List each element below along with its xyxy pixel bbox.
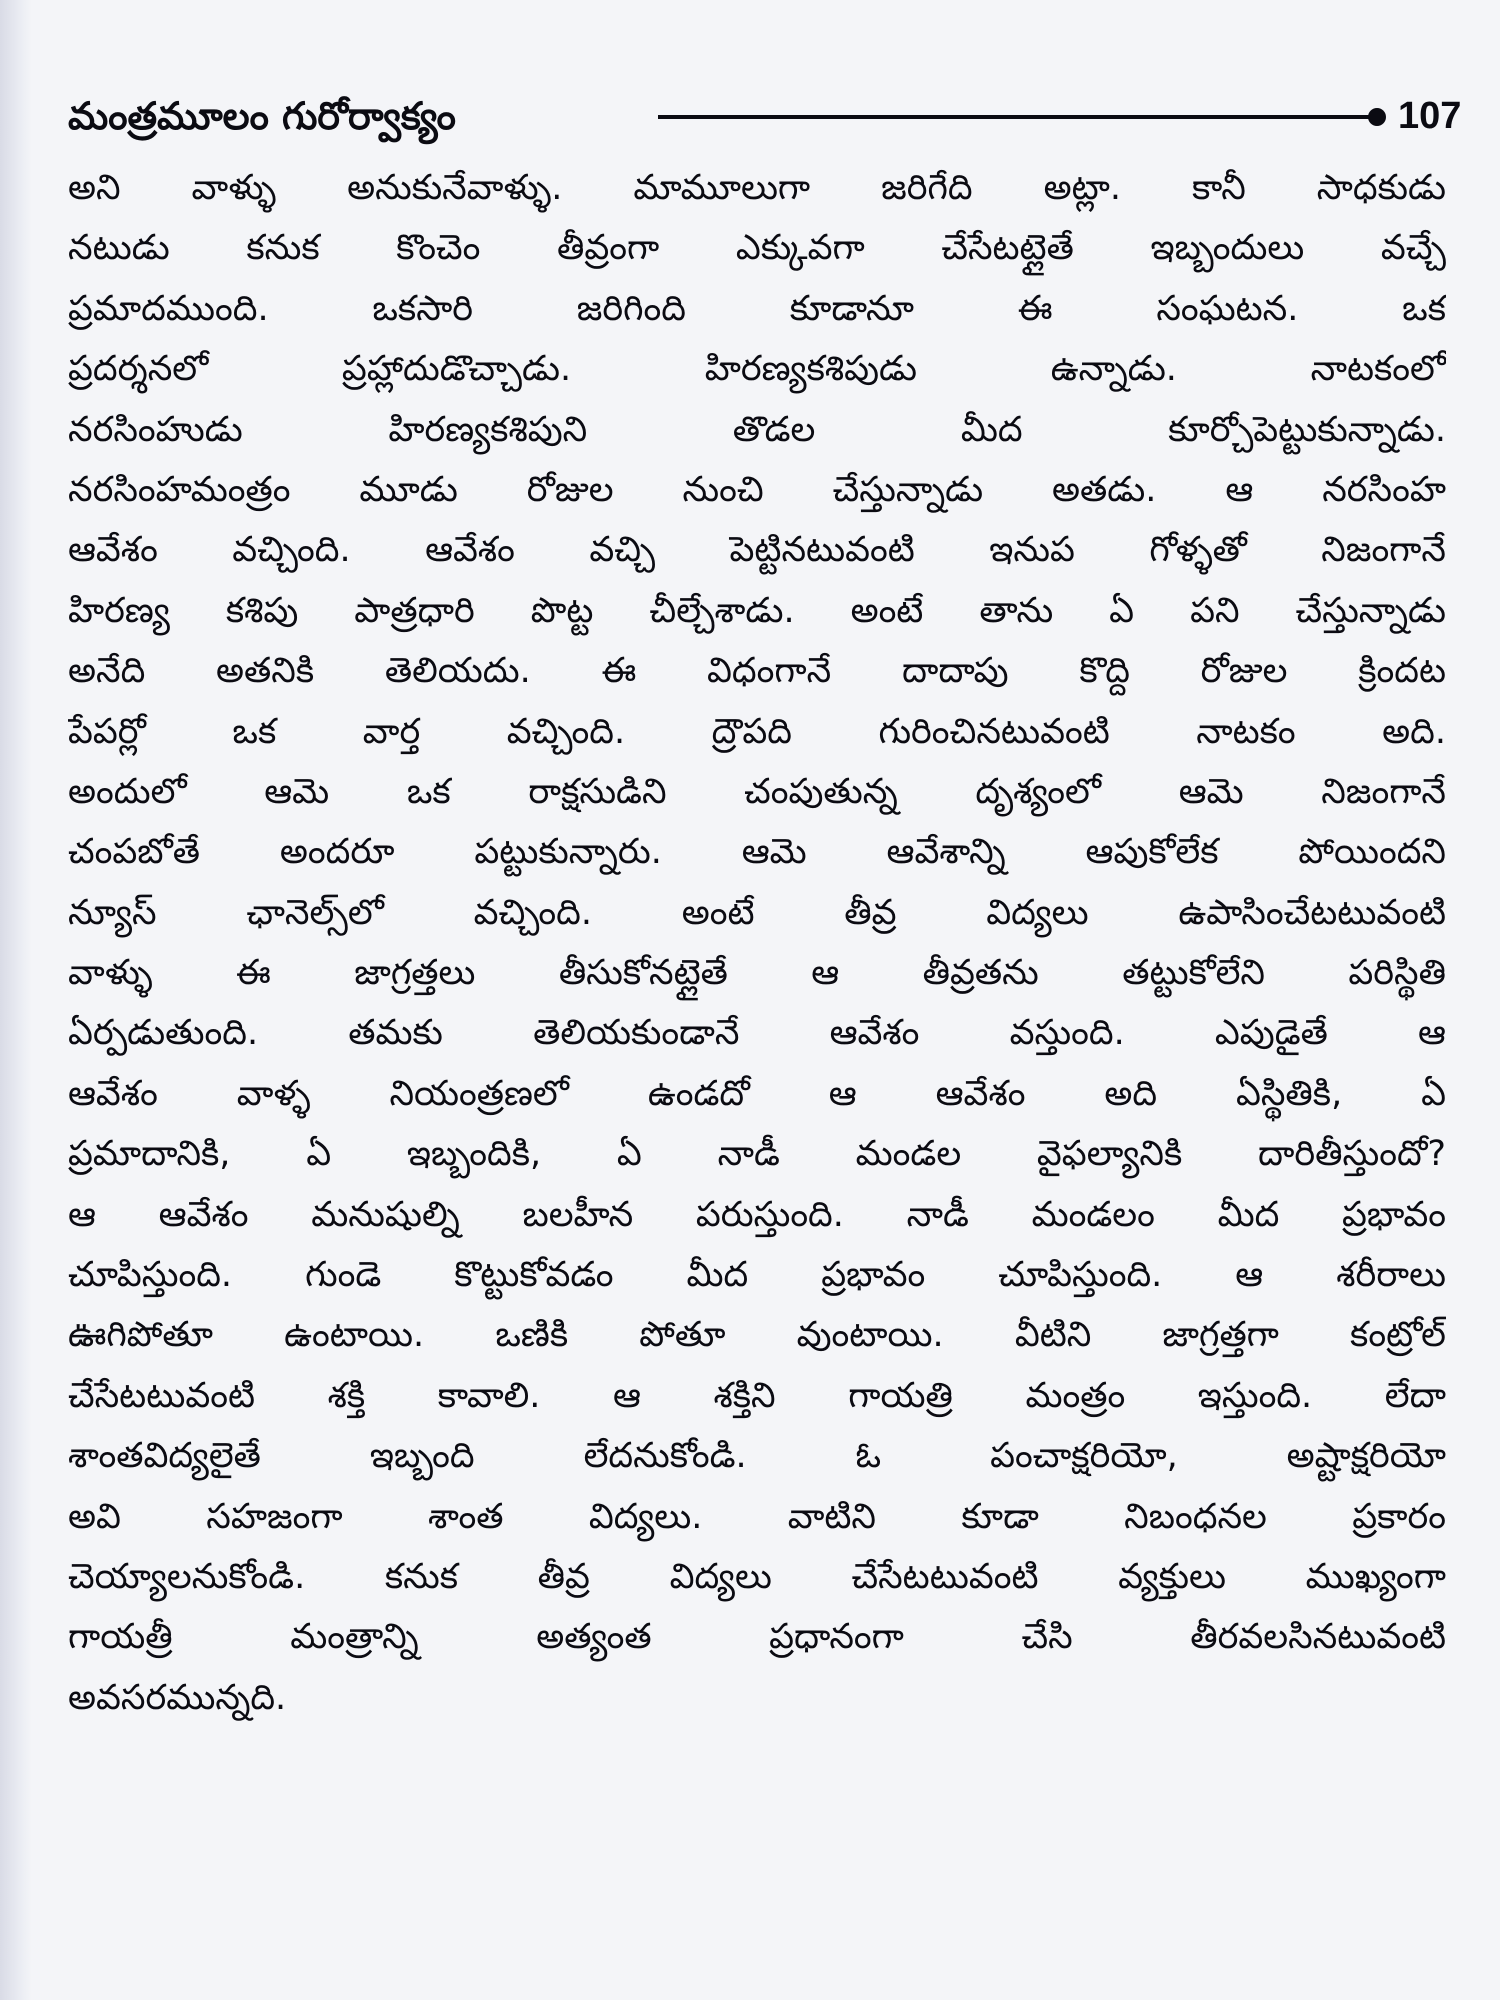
text-line: చంపబోతే అందరూ పట్టుకున్నారు. ఆమె ఆవేశాన్ని ఆపుకోలేక పోయిందని (68, 832, 1446, 873)
text-line: ఆవేశం వాళ్ళ నియంత్రణలో ఉండదో ఆ ఆవేశం అది ఏస్థితికి, ఏ (68, 1073, 1446, 1114)
text-line: ఆ ఆవేశం మనుషుల్ని బలహీన పరుస్తుంది. నాడీ మండలం మీద ప్రభావం (68, 1194, 1446, 1235)
text-line: చేసేటటువంటి శక్తి కావాలి. ఆ శక్తిని గాయత్రి మంత్రం ఇస్తుంది. లేదా (68, 1375, 1446, 1416)
text-line: ప్రమాదానికి, ఏ ఇబ్బందికి, ఏ నాడీ మండల వైఫల్యానికి దారితీస్తుందో? (68, 1134, 1446, 1175)
running-title: మంత్రమూలం గురోర్వాక్యం (68, 94, 456, 138)
text-line: ఊగిపోతూ ఉంటాయి. ఒణికి పోతూ వుంటాయి. వీటిని జాగ్రత్తగా కంట్రోల్ (68, 1315, 1446, 1356)
text-line: హిరణ్య కశిపు పాత్రధారి పొట్ట చీల్చేశాడు. అంటే తాను ఏ పని చేస్తున్నాడు (68, 590, 1446, 631)
text-line: ఆవేశం వచ్చింది. ఆవేశం వచ్చి పెట్టినటువంటి ఇనుప గోళ్ళతో నిజంగానే (68, 530, 1446, 571)
text-line: నరసింహుడు హిరణ్యకశిపుని తొడల మీద కూర్చోపెట్టుకున్నాడు. (68, 409, 1446, 450)
text-line: ప్రదర్శనలో ప్రహ్లాదుడొచ్చాడు. హిరణ్యకశిపుడు ఉన్నాడు. నాటకంలో (68, 349, 1446, 390)
text-line: అనేది అతనికి తెలియదు. ఈ విధంగానే దాదాపు కొద్ది రోజుల క్రిందట (68, 651, 1446, 692)
body-text (68, 158, 1446, 1728)
text-line: అవి సహజంగా శాంత విద్యలు. వాటిని కూడా నిబంధనల ప్రకారం (68, 1496, 1446, 1537)
text-line: అవసరమున్నది. (68, 1677, 287, 1718)
text-line: నటుడు కనుక కొంచెం తీవ్రంగా ఎక్కువగా చేసేటట్లైతే ఇబ్బందులు వచ్చే (68, 228, 1446, 269)
text-line: చూపిస్తుంది. గుండె కొట్టుకోవడం మీద ప్రభావం చూపిస్తుంది. ఆ శరీరాలు (68, 1255, 1446, 1296)
page-header (68, 86, 1462, 146)
text-line: వాళ్ళు ఈ జాగ్రత్తలు తీసుకోనట్లైతే ఆ తీవ్రతను తట్టుకోలేని పరిస్థితి (68, 953, 1446, 994)
text-line: అని వాళ్ళు అనుకునేవాళ్ళు. మామూలుగా జరిగేది అట్లా. కానీ సాధకుడు (68, 168, 1446, 208)
header-bullet (1368, 108, 1386, 126)
page-scan-edge (0, 0, 32, 2000)
text-line: శాంతవిద్యలైతే ఇబ్బంది లేదనుకోండి. ఓ పంచాక్షరియో, అష్టాక్షరియో (68, 1436, 1446, 1477)
text-line: ప్రమాదముంది. ఒకసారి జరిగింది కూడానూ ఈ సంఘటన. ఒక (68, 288, 1446, 329)
text-line: గాయత్రీ మంత్రాన్ని అత్యంత ప్రధానంగా చేసి తీరవలసినటువంటి (68, 1617, 1446, 1658)
text-line: నరసింహమంత్రం మూడు రోజుల నుంచి చేస్తున్నాడు అతడు. ఆ నరసింహ (68, 469, 1446, 510)
text-line: చెయ్యాలనుకోండి. కనుక తీవ్ర విద్యలు చేసేటటువంటి వ్యక్తులు ముఖ్యంగా (68, 1556, 1446, 1597)
text-line: న్యూస్ ఛానెల్స్‌లో వచ్చింది. అంటే తీవ్ర విద్యలు ఉపాసించేటటువంటి (68, 892, 1446, 933)
page-number: 107 (1398, 95, 1462, 137)
text-line: పేపర్లో ఒక వార్త వచ్చింది. ద్రౌపది గురించినటువంటి నాటకం అది. (68, 711, 1446, 752)
text-line: ఏర్పడుతుంది. తమకు తెలియకుండానే ఆవేశం వస్తుంది. ఎపుడైతే ఆ (68, 1013, 1446, 1054)
text-line: అందులో ఆమె ఒక రాక్షసుడిని చంపుతున్న దృశ్యంలో ఆమె నిజంగానే (68, 771, 1446, 812)
header-rule (658, 115, 1376, 119)
